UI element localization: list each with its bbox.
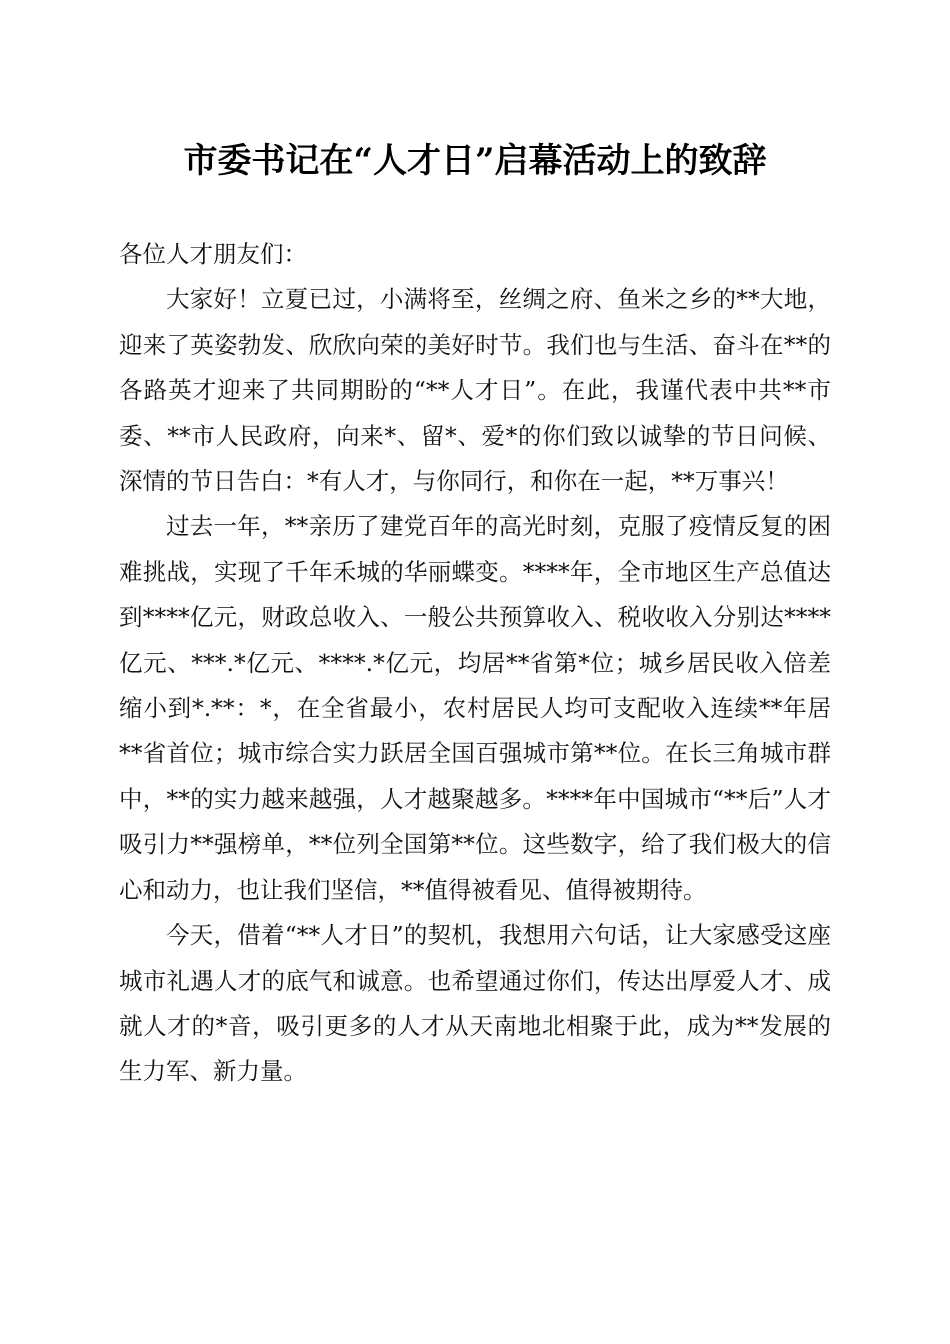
paragraph-achievements: 过去一年，**亲历了建党百年的高光时刻，克服了疫情反复的困难挑战，实现了千年禾城的华丽蝶变。****年，全市地区生产总值达到****亿元，财政总收入、一般公共预算收入、税收收入分别达****亿元、***.*亿元、****.*亿元，均居**省第*位；城乡居民收入倍差缩小到*.**：*，在全省最小，农村居民人均可支配收入连续**年居**省首位；城市综合实力跃居全国百强城市第**位。在长三角城市群中，**的实力越来越强，人才越聚越多。****年中国城市“**后”人才吸引力**强榜单，**位列全国第**位。这些数字，给了我们极大的信心和动力，也让我们坚信，**值得被看见、值得被期待。 <box>119 512 831 904</box>
paragraph-invitation: 今天，借着“**人才日”的契机，我想用六句话，让大家感受这座城市礼遇人才的底气和诚意。也希望通过你们，传达出厚爱人才、成就人才的*音，吸引更多的人才从天南地北相聚于此，成为**发展的生力军、新力量。 <box>119 921 831 1086</box>
document-body <box>119 232 831 1095</box>
salutation: 各位人才朋友们： <box>119 240 307 268</box>
document-title: 市委书记在“人才日”启幕活动上的致辞 <box>183 141 767 181</box>
paragraph-greeting: 大家好！立夏已过，小满将至，丝绸之府、鱼米之乡的**大地，迎来了英姿勃发、欣欣向荣的美好时节。我们也与生活、奋斗在**的各路英才迎来了共同期盼的“**人才日”。在此，我谨代表中共**市委、**市人民政府，向来*、留*、爱*的你们致以诚挚的节日问候、深情的节日告白：*有人才，与你同行，和你在一起，**万事兴！ <box>119 285 831 496</box>
